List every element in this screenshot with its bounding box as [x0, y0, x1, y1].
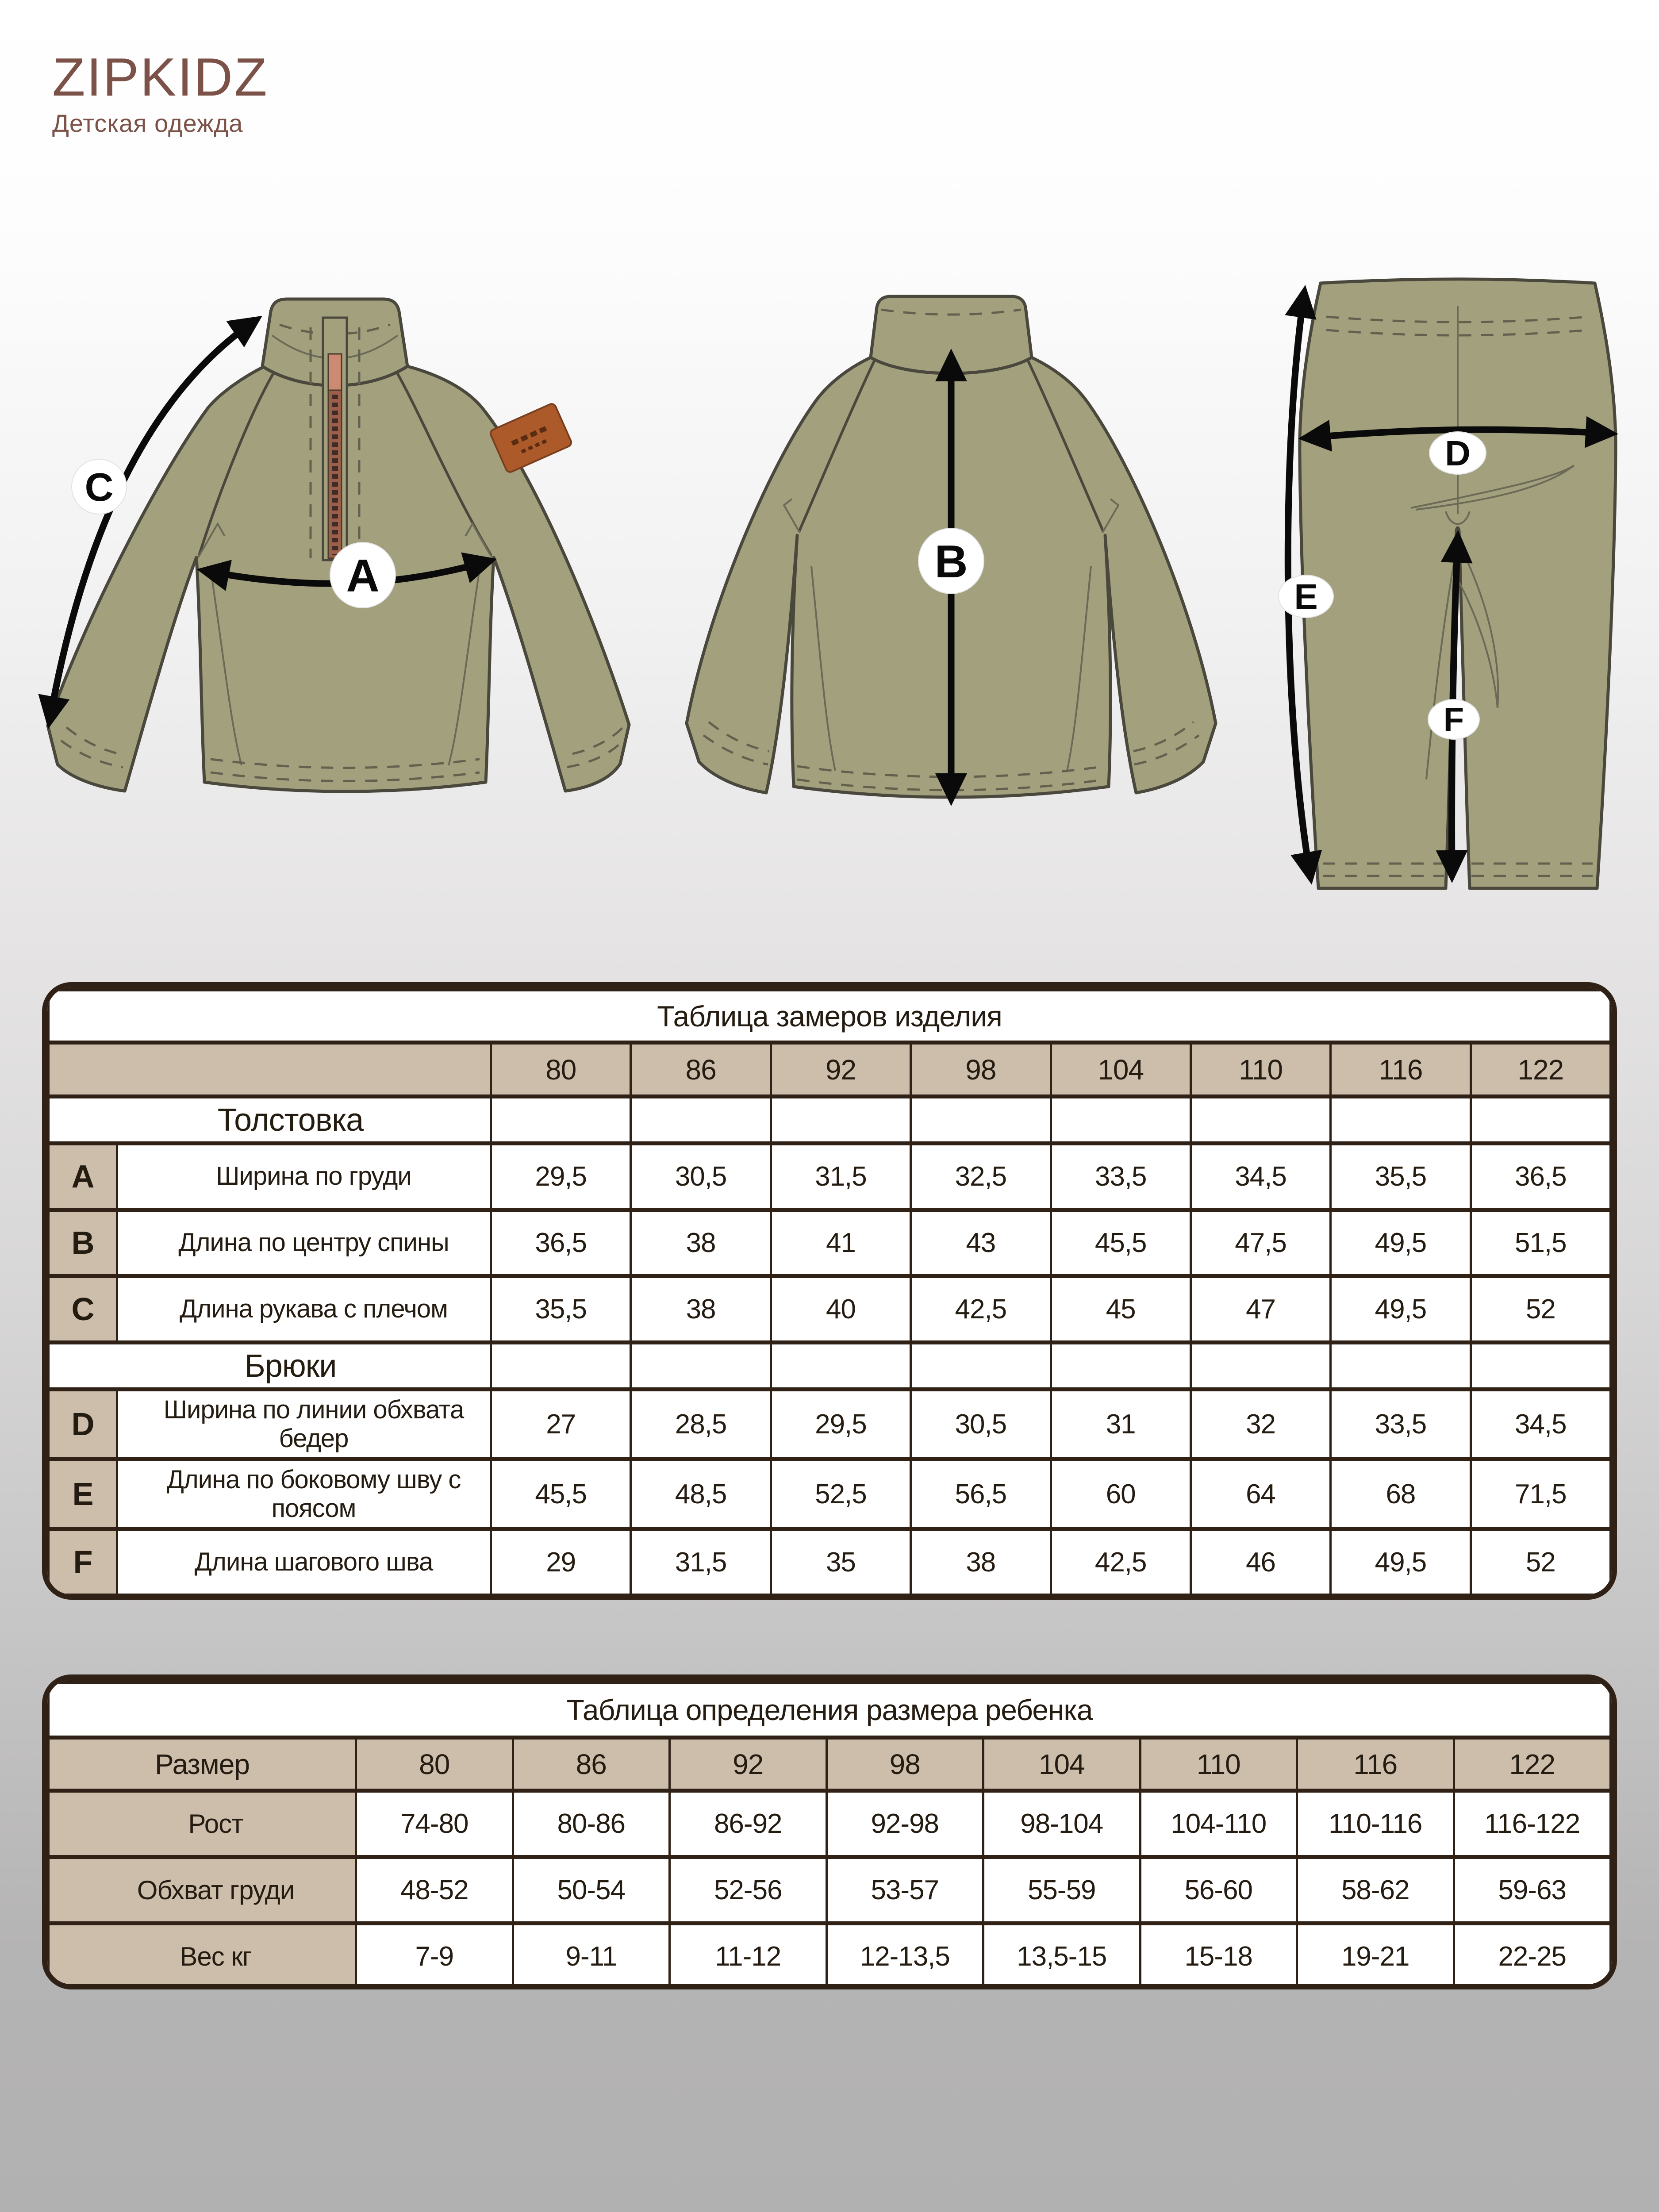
empty-cell — [771, 1343, 910, 1390]
param-value: 22-25 — [1454, 1924, 1611, 1990]
measure-letter-e: E — [1294, 577, 1318, 616]
empty-cell — [911, 1343, 1051, 1390]
measurement-label: Длина по центру спины — [117, 1210, 491, 1276]
measurement-value: 27 — [491, 1390, 631, 1459]
empty-cell — [1471, 1097, 1610, 1144]
measurement-value: 34,5 — [1471, 1390, 1610, 1459]
param-value: 53-57 — [826, 1857, 983, 1924]
measurement-value: 36,5 — [491, 1210, 631, 1276]
measurement-value: 48,5 — [631, 1459, 771, 1529]
measurement-value: 32,5 — [911, 1144, 1051, 1210]
size-column-header: 104 — [983, 1738, 1141, 1791]
empty-cell — [1051, 1343, 1190, 1390]
product-measurements-grid — [47, 987, 1612, 1598]
size-column-header: 86 — [513, 1738, 670, 1791]
measurement-value: 60 — [1051, 1459, 1190, 1529]
size-column-header: 122 — [1471, 1043, 1610, 1097]
size-column-header: 80 — [356, 1738, 513, 1791]
measurement-value: 64 — [1190, 1459, 1330, 1529]
empty-cell — [1471, 1343, 1610, 1390]
measurement-value: 47,5 — [1190, 1210, 1330, 1276]
measurement-value: 68 — [1331, 1459, 1471, 1529]
param-label: Обхват груди — [49, 1857, 356, 1924]
measure-letter-b: B — [934, 536, 968, 588]
measurement-value: 38 — [631, 1210, 771, 1276]
measurement-value: 29 — [491, 1529, 631, 1596]
measurement-value: 47 — [1190, 1276, 1330, 1343]
child-size-grid — [47, 1680, 1612, 1989]
measurement-letter: B — [49, 1210, 117, 1276]
measurement-value: 38 — [911, 1529, 1051, 1596]
measurement-value: 42,5 — [911, 1276, 1051, 1343]
param-value: 80-86 — [513, 1791, 670, 1857]
measure-letter-c: C — [84, 465, 114, 510]
measurement-value: 45,5 — [491, 1459, 631, 1529]
measurement-value: 29,5 — [491, 1144, 631, 1210]
param-value: 11-12 — [670, 1924, 827, 1990]
measure-letter-d: D — [1445, 434, 1471, 473]
param-value: 59-63 — [1454, 1857, 1611, 1924]
measure-letter-f: F — [1443, 701, 1464, 738]
measurement-letter: E — [49, 1459, 117, 1529]
param-value: 9-11 — [513, 1924, 670, 1990]
measurement-value: 71,5 — [1471, 1459, 1610, 1529]
measurement-value: 34,5 — [1190, 1144, 1330, 1210]
section-title: Брюки — [49, 1343, 491, 1390]
measurement-letter: D — [49, 1390, 117, 1459]
size-column-header: 98 — [911, 1043, 1051, 1097]
empty-cell — [631, 1097, 771, 1144]
param-value: 104-110 — [1140, 1791, 1297, 1857]
measurement-value: 32 — [1190, 1390, 1330, 1459]
sweatshirt-back-diagram — [659, 265, 1243, 929]
size-column-header: 104 — [1051, 1043, 1190, 1097]
child-size-table-title: Таблица определения размера ребенка — [49, 1682, 1611, 1738]
param-value: 52-56 — [670, 1857, 827, 1924]
header-spacer-cell — [49, 1043, 491, 1097]
empty-cell — [1190, 1097, 1330, 1144]
measurement-value: 56,5 — [911, 1459, 1051, 1529]
child-size-table — [42, 1674, 1617, 1989]
empty-cell — [491, 1097, 631, 1144]
zipper-pull — [328, 354, 342, 390]
product-measurements-table — [42, 982, 1617, 1600]
param-value: 86-92 — [670, 1791, 827, 1857]
measure-letter-a: A — [346, 550, 380, 602]
measurement-value: 31 — [1051, 1390, 1190, 1459]
measurement-label: Ширина по груди — [117, 1144, 491, 1210]
size-column-header: 86 — [631, 1043, 771, 1097]
empty-cell — [1331, 1343, 1471, 1390]
param-value: 58-62 — [1297, 1857, 1454, 1924]
param-value: 19-21 — [1297, 1924, 1454, 1990]
measurement-value: 49,5 — [1331, 1210, 1471, 1276]
measurement-value: 35 — [771, 1529, 910, 1596]
measurement-letter: F — [49, 1529, 117, 1596]
brand-header — [52, 49, 269, 138]
empty-cell — [1331, 1097, 1471, 1144]
measurement-value: 43 — [911, 1210, 1051, 1276]
measurement-value: 35,5 — [1331, 1144, 1471, 1210]
measurement-value: 36,5 — [1471, 1144, 1610, 1210]
param-value: 92-98 — [826, 1791, 983, 1857]
param-value: 98-104 — [983, 1791, 1141, 1857]
empty-cell — [491, 1343, 631, 1390]
measurement-value: 51,5 — [1471, 1210, 1610, 1276]
measurement-value: 45,5 — [1051, 1210, 1190, 1276]
pants-diagram — [1256, 265, 1659, 929]
brand-logo: ZIPKIDZ — [52, 47, 269, 107]
size-column-header: 80 — [491, 1043, 631, 1097]
sweatshirt-front-diagram — [13, 265, 633, 929]
sweatshirt-front-drawing — [48, 299, 629, 791]
size-column-header: 110 — [1190, 1043, 1330, 1097]
param-label: Рост — [49, 1791, 356, 1857]
param-value: 15-18 — [1140, 1924, 1297, 1990]
size-column-header: 116 — [1331, 1043, 1471, 1097]
measurement-value: 42,5 — [1051, 1529, 1190, 1596]
param-value: 110-116 — [1297, 1791, 1454, 1857]
measurement-value: 45 — [1051, 1276, 1190, 1343]
measurement-label: Длина по боковому шву с поясом — [117, 1459, 491, 1529]
measurement-value: 31,5 — [771, 1144, 910, 1210]
empty-cell — [1190, 1343, 1330, 1390]
measurements-table-title: Таблица замеров изделия — [49, 990, 1611, 1043]
measurement-label: Длина шагового шва — [117, 1529, 491, 1596]
param-value: 48-52 — [356, 1857, 513, 1924]
measurement-letter: C — [49, 1276, 117, 1343]
size-column-header: 116 — [1297, 1738, 1454, 1791]
measurement-value: 40 — [771, 1276, 910, 1343]
size-row-header: Размер — [49, 1738, 356, 1791]
measurement-letter: A — [49, 1144, 117, 1210]
measurement-value: 41 — [771, 1210, 910, 1276]
measurement-value: 52 — [1471, 1276, 1610, 1343]
size-column-header: 122 — [1454, 1738, 1611, 1791]
size-column-header: 92 — [771, 1043, 910, 1097]
param-value: 116-122 — [1454, 1791, 1611, 1857]
param-value: 56-60 — [1140, 1857, 1297, 1924]
param-value: 74-80 — [356, 1791, 513, 1857]
measurement-value: 30,5 — [631, 1144, 771, 1210]
measurement-label: Длина рукава с плечом — [117, 1276, 491, 1343]
param-label: Вес кг — [49, 1924, 356, 1990]
measurement-value: 52,5 — [771, 1459, 910, 1529]
param-value: 7-9 — [356, 1924, 513, 1990]
measurement-value: 29,5 — [771, 1390, 910, 1459]
param-value: 50-54 — [513, 1857, 670, 1924]
measurement-value: 28,5 — [631, 1390, 771, 1459]
measurement-value: 31,5 — [631, 1529, 771, 1596]
size-column-header: 92 — [670, 1738, 827, 1791]
param-value: 13,5-15 — [983, 1924, 1141, 1990]
brand-tagline: Детская одежда — [52, 109, 243, 138]
measurement-value: 33,5 — [1051, 1144, 1190, 1210]
measurement-label: Ширина по линии обхвата бедер — [117, 1390, 491, 1459]
measurement-value: 35,5 — [491, 1276, 631, 1343]
param-value: 12-13,5 — [826, 1924, 983, 1990]
size-column-header: 110 — [1140, 1738, 1297, 1791]
section-title: Толстовка — [49, 1097, 491, 1144]
empty-cell — [1051, 1097, 1190, 1144]
measurement-value: 30,5 — [911, 1390, 1051, 1459]
empty-cell — [911, 1097, 1051, 1144]
measurement-value: 46 — [1190, 1529, 1330, 1596]
measurement-value: 38 — [631, 1276, 771, 1343]
measurement-value: 49,5 — [1331, 1529, 1471, 1596]
size-column-header: 98 — [826, 1738, 983, 1791]
measurement-value: 49,5 — [1331, 1276, 1471, 1343]
param-value: 55-59 — [983, 1857, 1141, 1924]
empty-cell — [771, 1097, 910, 1144]
measurement-value: 33,5 — [1331, 1390, 1471, 1459]
measurement-value: 52 — [1471, 1529, 1610, 1596]
empty-cell — [631, 1343, 771, 1390]
